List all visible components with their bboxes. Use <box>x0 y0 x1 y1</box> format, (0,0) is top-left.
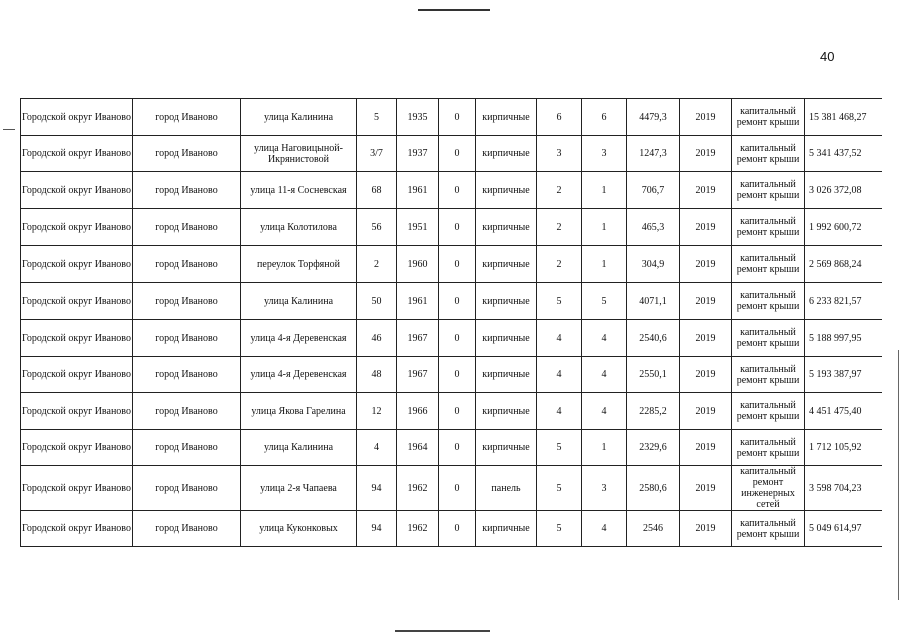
cell-work: капитальный ремонт крыши <box>732 99 805 136</box>
cell-area: 465,3 <box>627 209 680 246</box>
cell-house: 56 <box>357 209 397 246</box>
cell-floors: 5 <box>537 511 582 547</box>
cell-material: кирпичные <box>476 246 537 283</box>
cell-cost: 6 233 821,57 <box>805 283 883 320</box>
cell-work: капитальный ремонт крыши <box>732 246 805 283</box>
cell-year: 1961 <box>397 172 439 209</box>
cell-house: 46 <box>357 320 397 357</box>
cell-year: 1962 <box>397 511 439 547</box>
cell-floors: 5 <box>537 430 582 466</box>
cell-city: город Иваново <box>133 209 241 246</box>
cell-plan-year: 2019 <box>680 466 732 511</box>
cell-area: 706,7 <box>627 172 680 209</box>
cell-okrug: Городской округ Иваново <box>21 466 133 511</box>
cell-year: 1967 <box>397 320 439 357</box>
cell-cost: 3 026 372,08 <box>805 172 883 209</box>
cell-floors: 4 <box>537 393 582 430</box>
repair-program-table-wrapper <box>20 98 882 552</box>
table-row <box>21 320 883 357</box>
cell-house: 50 <box>357 283 397 320</box>
cell-area: 4071,1 <box>627 283 680 320</box>
cell-work: капитальный ремонт крыши <box>732 511 805 547</box>
cell-zero: 0 <box>439 320 476 357</box>
cell-plan-year: 2019 <box>680 320 732 357</box>
cell-street: улица 2-я Чапаева <box>241 466 357 511</box>
cell-cost: 15 381 468,27 <box>805 99 883 136</box>
cell-material: кирпичные <box>476 283 537 320</box>
cell-street: улица Куконковых <box>241 511 357 547</box>
cell-zero: 0 <box>439 393 476 430</box>
cell-floors: 2 <box>537 209 582 246</box>
cell-year: 1960 <box>397 246 439 283</box>
cell-house: 48 <box>357 357 397 393</box>
table-row <box>21 466 883 511</box>
table-row <box>21 357 883 393</box>
repair-program-table <box>20 98 882 547</box>
cell-okrug: Городской округ Иваново <box>21 511 133 547</box>
cell-cost: 5 188 997,95 <box>805 320 883 357</box>
margin-mark <box>3 129 15 130</box>
cell-year: 1967 <box>397 357 439 393</box>
cell-okrug: Городской округ Иваново <box>21 357 133 393</box>
cell-cost: 1 712 105,92 <box>805 430 883 466</box>
cell-city: город Иваново <box>133 320 241 357</box>
cell-house: 94 <box>357 511 397 547</box>
cell-cost: 2 569 868,24 <box>805 246 883 283</box>
cell-city: город Иваново <box>133 511 241 547</box>
cell-cost: 1 992 600,72 <box>805 209 883 246</box>
cell-street: переулок Торфяной <box>241 246 357 283</box>
cell-year: 1966 <box>397 393 439 430</box>
cell-cost: 5 049 614,97 <box>805 511 883 547</box>
cell-street: улица Наговицыной-Икрянистовой <box>241 136 357 172</box>
cell-floors: 3 <box>537 136 582 172</box>
cell-material: кирпичные <box>476 99 537 136</box>
cell-plan-year: 2019 <box>680 99 732 136</box>
cell-okrug: Городской округ Иваново <box>21 246 133 283</box>
cell-entrances: 4 <box>582 357 627 393</box>
cell-material: кирпичные <box>476 320 537 357</box>
cell-cost: 5 341 437,52 <box>805 136 883 172</box>
cell-city: город Иваново <box>133 357 241 393</box>
cell-city: город Иваново <box>133 172 241 209</box>
cell-street: улица 4-я Деревенская <box>241 320 357 357</box>
cell-material: кирпичные <box>476 209 537 246</box>
cell-entrances: 1 <box>582 172 627 209</box>
table-body <box>21 99 883 547</box>
cell-house: 2 <box>357 246 397 283</box>
cell-zero: 0 <box>439 172 476 209</box>
cell-work: капитальный ремонт крыши <box>732 430 805 466</box>
cell-house: 3/7 <box>357 136 397 172</box>
cell-year: 1935 <box>397 99 439 136</box>
cell-plan-year: 2019 <box>680 393 732 430</box>
cell-area: 2329,6 <box>627 430 680 466</box>
cell-area: 2546 <box>627 511 680 547</box>
cell-area: 4479,3 <box>627 99 680 136</box>
cell-okrug: Городской округ Иваново <box>21 320 133 357</box>
cell-entrances: 1 <box>582 209 627 246</box>
cell-okrug: Городской округ Иваново <box>21 393 133 430</box>
cell-street: улица Калинина <box>241 99 357 136</box>
cell-work: капитальный ремонт крыши <box>732 172 805 209</box>
cell-plan-year: 2019 <box>680 209 732 246</box>
cell-okrug: Городской округ Иваново <box>21 136 133 172</box>
table-row <box>21 172 883 209</box>
cell-entrances: 3 <box>582 466 627 511</box>
cell-zero: 0 <box>439 283 476 320</box>
cell-year: 1951 <box>397 209 439 246</box>
cell-entrances: 1 <box>582 430 627 466</box>
cell-house: 94 <box>357 466 397 511</box>
cell-plan-year: 2019 <box>680 357 732 393</box>
table-row <box>21 430 883 466</box>
cell-material: кирпичные <box>476 172 537 209</box>
table-row <box>21 99 883 136</box>
cell-cost: 5 193 387,97 <box>805 357 883 393</box>
table-row <box>21 393 883 430</box>
cell-street: улица Калинина <box>241 430 357 466</box>
table-row <box>21 209 883 246</box>
cell-okrug: Городской округ Иваново <box>21 283 133 320</box>
cell-area: 2580,6 <box>627 466 680 511</box>
cell-zero: 0 <box>439 430 476 466</box>
cell-zero: 0 <box>439 466 476 511</box>
cell-year: 1964 <box>397 430 439 466</box>
cell-plan-year: 2019 <box>680 283 732 320</box>
cell-street: улица 4-я Деревенская <box>241 357 357 393</box>
table-row <box>21 136 883 172</box>
cell-city: город Иваново <box>133 466 241 511</box>
cell-area: 2550,1 <box>627 357 680 393</box>
cell-entrances: 4 <box>582 511 627 547</box>
cell-zero: 0 <box>439 246 476 283</box>
cell-zero: 0 <box>439 511 476 547</box>
cell-house: 5 <box>357 99 397 136</box>
cell-zero: 0 <box>439 357 476 393</box>
cell-plan-year: 2019 <box>680 246 732 283</box>
cell-floors: 4 <box>537 320 582 357</box>
cell-work: капитальный ремонт инженерных сетей <box>732 466 805 511</box>
cell-entrances: 3 <box>582 136 627 172</box>
cell-street: улица Якова Гарелина <box>241 393 357 430</box>
cell-area: 1247,3 <box>627 136 680 172</box>
cell-material: кирпичные <box>476 430 537 466</box>
cell-floors: 2 <box>537 246 582 283</box>
cell-street: улица 11-я Сосневская <box>241 172 357 209</box>
cell-work: капитальный ремонт крыши <box>732 393 805 430</box>
cell-floors: 6 <box>537 99 582 136</box>
cell-entrances: 4 <box>582 393 627 430</box>
cell-entrances: 1 <box>582 246 627 283</box>
cell-okrug: Городской округ Иваново <box>21 209 133 246</box>
cell-street: улица Калинина <box>241 283 357 320</box>
bottom-rule <box>395 630 490 632</box>
cell-entrances: 4 <box>582 320 627 357</box>
cell-house: 4 <box>357 430 397 466</box>
cell-floors: 4 <box>537 357 582 393</box>
cell-entrances: 5 <box>582 283 627 320</box>
cell-year: 1962 <box>397 466 439 511</box>
cell-material: кирпичные <box>476 357 537 393</box>
cell-street: улица Колотилова <box>241 209 357 246</box>
cell-city: город Иваново <box>133 430 241 466</box>
cell-work: капитальный ремонт крыши <box>732 136 805 172</box>
scan-edge-line <box>898 350 899 600</box>
cell-material: кирпичные <box>476 393 537 430</box>
cell-cost: 4 451 475,40 <box>805 393 883 430</box>
cell-material: кирпичные <box>476 511 537 547</box>
cell-work: капитальный ремонт крыши <box>732 320 805 357</box>
cell-year: 1937 <box>397 136 439 172</box>
cell-house: 12 <box>357 393 397 430</box>
cell-work: капитальный ремонт крыши <box>732 357 805 393</box>
cell-material: кирпичные <box>476 136 537 172</box>
cell-area: 2285,2 <box>627 393 680 430</box>
cell-floors: 5 <box>537 283 582 320</box>
cell-entrances: 6 <box>582 99 627 136</box>
cell-plan-year: 2019 <box>680 430 732 466</box>
cell-area: 304,9 <box>627 246 680 283</box>
cell-okrug: Городской округ Иваново <box>21 172 133 209</box>
cell-zero: 0 <box>439 209 476 246</box>
cell-city: город Иваново <box>133 283 241 320</box>
cell-zero: 0 <box>439 136 476 172</box>
cell-city: город Иваново <box>133 246 241 283</box>
cell-plan-year: 2019 <box>680 136 732 172</box>
top-rule <box>418 9 490 11</box>
cell-okrug: Городской округ Иваново <box>21 430 133 466</box>
table-row <box>21 511 883 547</box>
cell-floors: 5 <box>537 466 582 511</box>
cell-house: 68 <box>357 172 397 209</box>
cell-work: капитальный ремонт крыши <box>732 283 805 320</box>
cell-plan-year: 2019 <box>680 172 732 209</box>
cell-zero: 0 <box>439 99 476 136</box>
cell-okrug: Городской округ Иваново <box>21 99 133 136</box>
table-row <box>21 246 883 283</box>
cell-city: город Иваново <box>133 393 241 430</box>
cell-work: капитальный ремонт крыши <box>732 209 805 246</box>
cell-city: город Иваново <box>133 136 241 172</box>
cell-floors: 2 <box>537 172 582 209</box>
cell-city: город Иваново <box>133 99 241 136</box>
table-row <box>21 283 883 320</box>
cell-material: панель <box>476 466 537 511</box>
page-number: 40 <box>820 49 835 64</box>
cell-cost: 3 598 704,23 <box>805 466 883 511</box>
cell-plan-year: 2019 <box>680 511 732 547</box>
cell-area: 2540,6 <box>627 320 680 357</box>
cell-year: 1961 <box>397 283 439 320</box>
